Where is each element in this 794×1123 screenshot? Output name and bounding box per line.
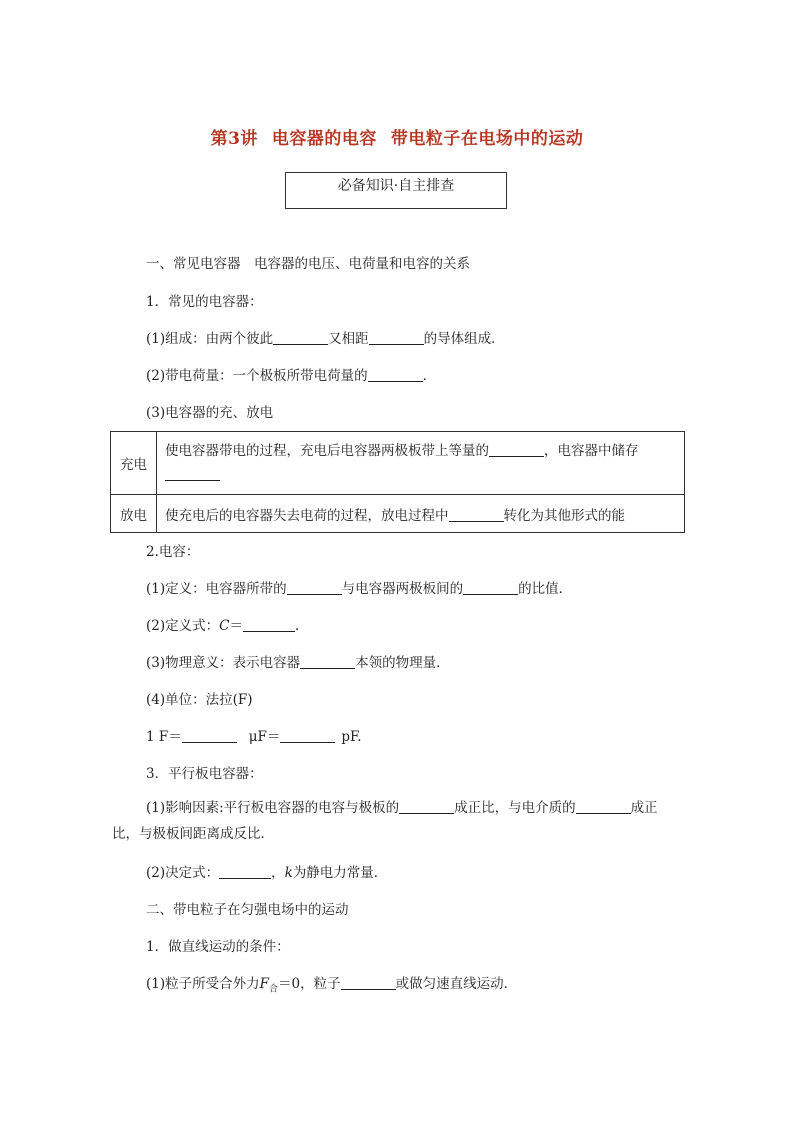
charge-desc-cell: 使电容器带电的过程，充电后电容器两极板带上等量的 ，电容器中储存 bbox=[157, 432, 685, 495]
discharge-label-cell: 放电 bbox=[111, 495, 157, 533]
subheading-common-capacitors: 1．常见的电容器： bbox=[146, 294, 263, 310]
fill-blank[interactable] bbox=[463, 580, 518, 595]
fill-blank[interactable] bbox=[165, 466, 220, 481]
subheading-parallel-plate: 3．平行板电容器： bbox=[146, 766, 263, 782]
subheading-capacitance: 2.电容： bbox=[146, 544, 200, 560]
fill-blank[interactable] bbox=[368, 367, 423, 382]
table-row bbox=[111, 495, 685, 533]
section-heading-2: 二、带电粒子在匀强电场中的运动 bbox=[146, 902, 349, 918]
table-row bbox=[111, 432, 685, 495]
fill-blank[interactable] bbox=[489, 442, 544, 457]
discharge-desc-cell: 使充电后的电容器失去电荷的过程，放电过程中 转化为其他形式的能 bbox=[157, 495, 685, 533]
influencing-factors-paragraph: (1)影响因素:平行板电容器的电容与极板的 成正比，与电介质的 成正比，与极板间距离成反比． bbox=[112, 800, 658, 842]
unit-conversion-line: 1 F＝ μF＝ pF. bbox=[146, 729, 362, 745]
fill-blank[interactable] bbox=[287, 580, 342, 595]
fill-blank[interactable] bbox=[219, 864, 271, 879]
fill-blank[interactable] bbox=[399, 799, 454, 814]
composition-line: (1)组成：由两个彼此 又相距 的导体组成． bbox=[146, 331, 505, 347]
fill-blank[interactable] bbox=[449, 507, 504, 522]
determining-formula-line: (2)决定式： ，k为静电力常量． bbox=[146, 865, 388, 881]
subheading-linear-motion: 1．做直线运动的条件： bbox=[146, 939, 290, 955]
fill-blank[interactable] bbox=[341, 975, 396, 990]
definition-line: (1)定义：电容器所带的 与电容器两极板间的 的比值． bbox=[146, 581, 573, 597]
page-title: 第3讲 电容器的电容 带电粒子在电场中的运动 bbox=[210, 129, 584, 149]
definition-formula-line: (2)定义式：C＝ ． bbox=[146, 618, 309, 634]
charge-discharge-table bbox=[110, 431, 685, 533]
fill-blank[interactable] bbox=[300, 654, 355, 669]
physical-meaning-line: (3)物理意义：表示电容器 本领的物理量． bbox=[146, 655, 450, 671]
section-label-box: 必备知识·自主排查 bbox=[285, 172, 507, 209]
fill-blank[interactable] bbox=[243, 617, 295, 632]
fill-blank[interactable] bbox=[576, 799, 631, 814]
fill-blank[interactable] bbox=[273, 330, 328, 345]
section-heading-1: 一、常见电容器 电容器的电压、电荷量和电容的关系 bbox=[146, 256, 470, 272]
fill-blank[interactable] bbox=[369, 330, 424, 345]
charge-label-cell: 充电 bbox=[111, 432, 157, 495]
net-force-line: (1)粒子所受合外力$F_合=0$，粒子 或做匀速直线运动． bbox=[146, 976, 518, 995]
charge-amount-line: (2)带电荷量：一个极板所带电荷量的 ． bbox=[146, 368, 437, 384]
charge-discharge-heading: (3)电容器的充、放电 bbox=[146, 405, 274, 421]
fill-blank[interactable] bbox=[182, 728, 237, 743]
fill-blank[interactable] bbox=[280, 728, 335, 743]
unit-line: (4)单位：法拉(F) bbox=[146, 692, 253, 708]
